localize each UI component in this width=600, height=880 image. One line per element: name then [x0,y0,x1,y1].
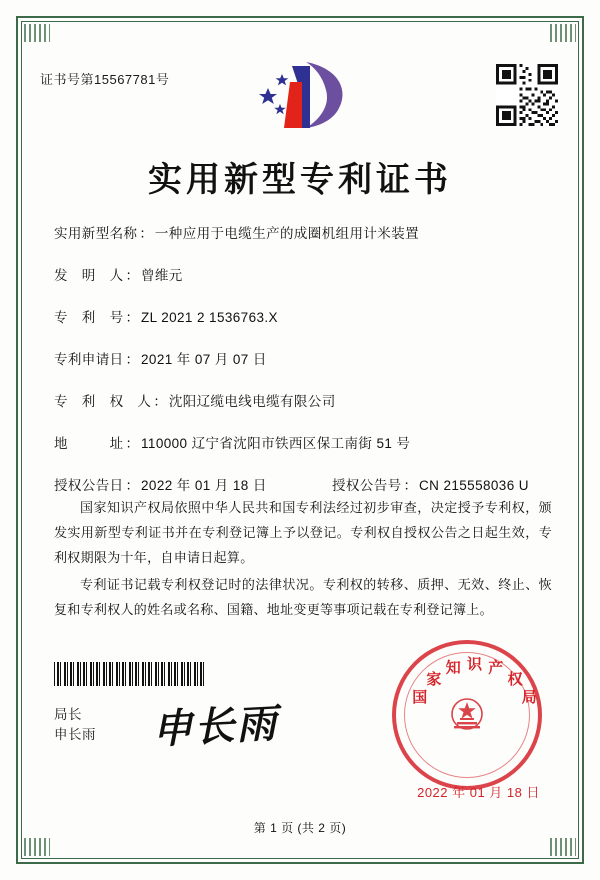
grant-announcement-number-group [332,474,529,494]
signature-role: 局长 [54,707,82,722]
field-value: 曾维元 [141,268,183,283]
field-row-address [54,432,560,452]
field-row-invention-name [54,222,560,242]
field-colon: ： [125,436,139,451]
field-label: 专 利 权 人 [54,394,152,409]
signature-block [54,705,96,745]
field-label: 专 利 号 [54,310,124,325]
field-label: 地 址 [54,436,124,451]
field-value-grant-number: CN 215558036 U [419,478,529,493]
field-value: 2021 年 07 月 07 日 [141,352,267,367]
barcode-icon [54,662,206,686]
legal-text [54,495,552,622]
field-colon: ： [125,478,139,493]
official-seal [392,640,542,790]
certificate-number: 证书号第15567781号 [40,72,170,87]
field-value: ZL 2021 2 1536763.X [141,310,278,325]
page-footer: 第 1 页 (共 2 页) [253,821,347,835]
field-row-patent-number [54,306,560,326]
field-value: 沈阳辽缆电线电缆有限公司 [168,394,336,409]
field-value-grant-date: 2022 年 01 月 18 日 [141,478,267,493]
field-colon: ： [153,394,167,409]
field-label-grant-number: 授权公告号 [332,478,402,493]
qr-code-icon [496,64,558,126]
field-colon: ： [125,310,139,325]
cnipa-logo [246,58,362,136]
field-row-application-date [54,348,560,368]
field-row-grant-announcement [54,474,560,494]
corner-ornament-bottom-left [24,838,50,856]
field-value: 110000 辽宁省沈阳市铁西区保工南街 51 号 [141,436,411,451]
seal-date: 2022 年 01 月 18 日 [417,785,540,800]
handwritten-signature: 申长雨 [151,700,280,753]
field-colon: ： [125,352,139,367]
field-list [54,222,560,516]
field-colon: ： [125,268,139,283]
field-row-patentee [54,390,560,410]
corner-ornament-bottom-right [550,838,576,856]
field-label-grant-date: 授权公告日 [54,478,124,493]
field-colon: ： [403,478,417,493]
field-label: 实用新型名称 [54,226,138,241]
certificate-content [40,40,560,840]
field-row-inventor [54,264,560,284]
field-label: 发 明 人 [54,268,124,283]
legal-paragraph-1: 国家知识产权局依照中华人民共和国专利法经过初步审查，决定授予专利权，颁发实用新型专利证书并在专利登记簿上予以登记。专利权自授权公告之日起生效，专利权期限为十年，自申请日起算。 [54,500,552,565]
signature-name: 申长雨 [54,727,96,742]
page-title: 实用新型专利证书 [148,162,452,199]
seal-text: 国 家 知 识 产 权 局 [412,657,537,706]
field-label: 专利申请日 [54,352,124,367]
field-colon: ： [139,226,153,241]
legal-paragraph-2: 专利证书记载专利权登记时的法律状况。专利权的转移、质押、无效、终止、恢复和专利权人的姓名或名称、国籍、地址变更等事项记载在专利登记簿上。 [54,577,552,617]
field-value: 一种应用于电缆生产的成圈机组用计米装置 [154,226,420,241]
